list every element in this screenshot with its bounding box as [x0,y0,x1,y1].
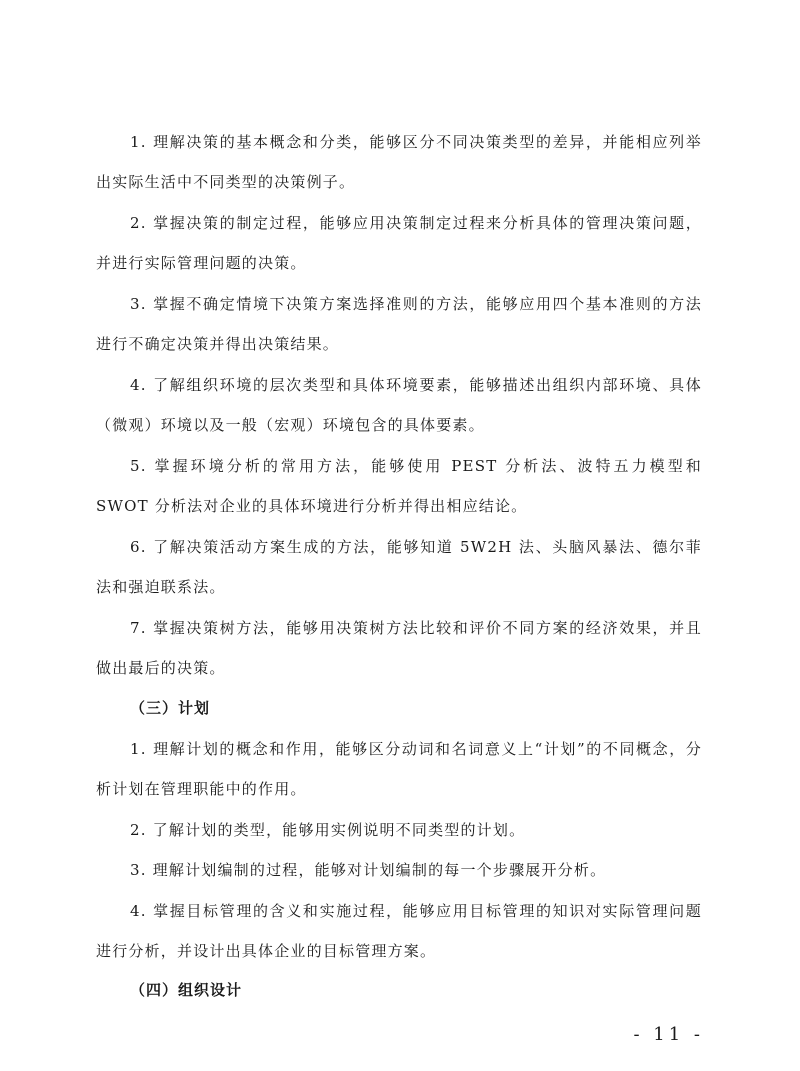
decision-item-5: 5. 掌握环境分析的常用方法，能够使用 PEST 分析法、波特五力模型和 SWOT 分析法对企业的具体环境进行分析并得出相应结论。 [96,457,702,515]
decision-item-3: 3. 掌握不确定情境下决策方案选择准则的方法，能够应用四个基本准则的方法进行不确定决策并得出决策结果。 [96,295,702,353]
planning-item-3: 3. 理解计划编制的过程，能够对计划编制的每一个步骤展开分析。 [130,861,607,879]
section-heading-org-design: （四）组织设计 [130,981,243,999]
decision-item-7: 7. 掌握决策树方法，能够用决策树方法比较和评价不同方案的经济效果，并且做出最后的决策。 [96,619,702,677]
planning-item-1: 1. 理解计划的概念和作用，能够区分动词和名词意义上“计划”的不同概念，分析计划在管理职能中的作用。 [96,740,702,798]
decision-item-4: 4. 了解组织环境的层次类型和具体环境要素，能够描述出组织内部环境、具体（微观）环境以及一般（宏观）环境包含的具体要素。 [96,376,702,434]
planning-item-2: 2. 了解计划的类型，能够用实例说明不同类型的计划。 [130,821,526,839]
decision-item-6: 6. 了解决策活动方案生成的方法，能够知道 5W2H 法、头脑风暴法、德尔菲法和强迫联系法。 [96,538,702,596]
section-heading-planning: （三）计划 [130,699,211,717]
decision-item-1: 1. 理解决策的基本概念和分类，能够区分不同决策类型的差异，并能相应列举出实际生活中不同类型的决策例子。 [96,133,702,191]
planning-item-4: 4. 掌握目标管理的含义和实施过程，能够应用目标管理的知识对实际管理问题进行分析，并设计出具体企业的目标管理方案。 [96,902,702,960]
page-number: - 11 - [633,1024,704,1045]
decision-item-2: 2. 掌握决策的制定过程，能够应用决策制定过程来分析具体的管理决策问题，并进行实际管理问题的决策。 [96,214,702,272]
